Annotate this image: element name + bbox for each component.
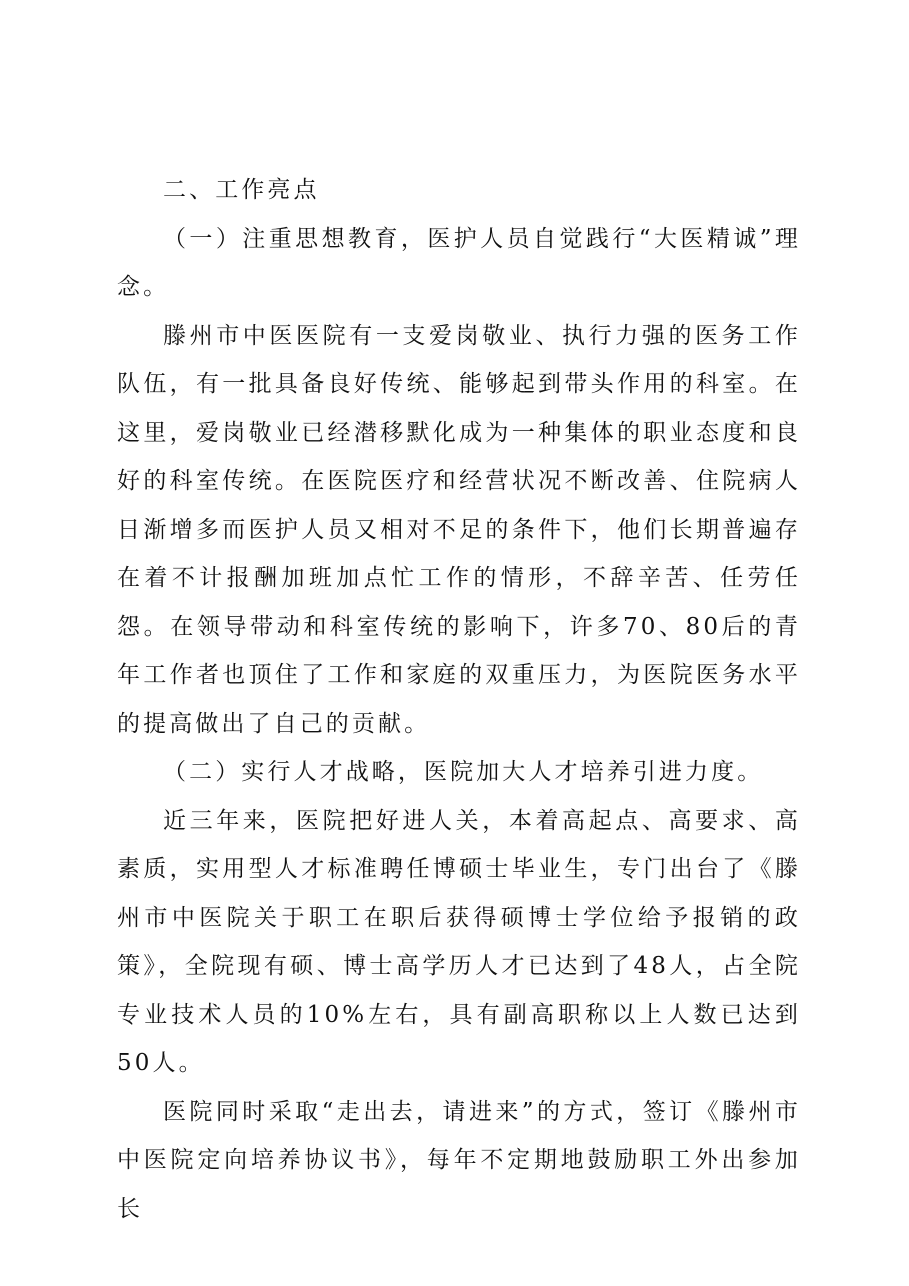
document-body [117,166,801,1233]
body-paragraph-1: 滕州市中医医院有一支爱岗敬业、执行力强的医务工作队伍，有一批具备良好传统、能够起到带头作用的科室。在这里，爱岗敬业已经潜移默化成为一种集体的职业态度和良好的科室传统。在医院医疗和经营状况不断改善、住院病人日渐增多而医护人员又相对不足的条件下，他们长期普遍存在着不计报酬加班加点忙工作的情形，不辞辛苦、任劳任怨。在领导带动和科室传统的影响下，许多70、80后的青年工作者也顶住了工作和家庭的双重压力，为医院医务水平的提高做出了自己的贡献。 [117,322,801,737]
subsection-heading-2: （二）实行人才战略，医院加大人才培养引进力度。 [163,759,764,785]
section-heading: 二、工作亮点 [163,177,320,203]
subsection-heading-1: （一）注重思想教育，医护人员自觉践行“大医精诚”理念。 [117,225,801,300]
body-paragraph-2: 近三年来，医院把好进人关，本着高起点、高要求、高素质，实用型人才标准聘任博硕士毕业生，专门出台了《滕州市中医院关于职工在职后获得硕博士学位给予报销的政策》，全院现有硕、博士高学历人才已达到了48人，占全院专业技术人员的10%左右，具有副高职称以上人数已达到50人。 [117,807,801,1076]
body-paragraph-3: 医院同时采取“走出去，请进来”的方式，签订《滕州市中医院定向培养协议书》，每年不定期地鼓励职工外出参加长 [117,1098,801,1222]
